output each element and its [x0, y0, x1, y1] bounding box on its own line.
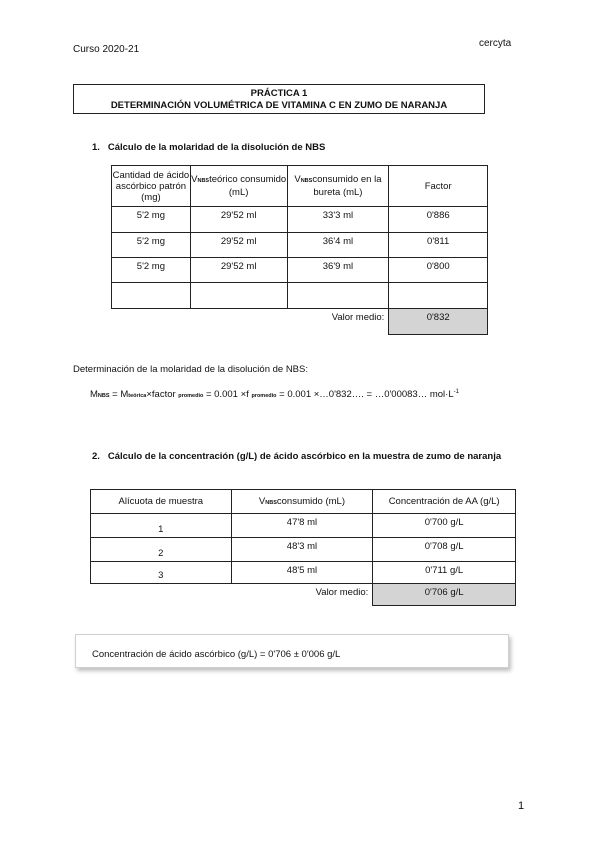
volume-cell: 48'3 ml — [231, 538, 373, 562]
mean-label: Valor medio: — [287, 309, 389, 335]
exponent: -1 — [453, 389, 459, 395]
header-v-theoretical-label: teórico consumido (mL) — [209, 173, 287, 198]
v-burette-cell: 33'3 ml — [287, 207, 389, 233]
v-theoretical-cell: 29'52 ml — [190, 233, 287, 258]
header-concentration: Concentración de AA (g/L) — [373, 490, 516, 514]
header-v-theoretical — [190, 166, 287, 207]
aliquot-cell: 3 — [91, 562, 232, 584]
m-symbol: M — [90, 389, 98, 401]
v-theoretical-cell: 29'52 ml — [190, 258, 287, 283]
page-number: 1 — [518, 800, 525, 812]
volume-cell: 48'5 ml — [231, 562, 373, 584]
header-v-consumed-label: consumido (mL) — [276, 496, 345, 507]
concentration-cell: 0'700 g/L — [373, 514, 516, 538]
header-v-consumed — [231, 490, 373, 514]
mean-row — [91, 584, 516, 606]
practice-number: PRÁCTICA 1 — [250, 88, 308, 99]
factor-cell: 0'886 — [389, 207, 488, 233]
molarity-label: Determinación de la molaridad de la disolución de NBS: — [73, 364, 308, 375]
table-row — [112, 258, 488, 283]
v-symbol: V — [258, 496, 266, 507]
result-box — [75, 634, 509, 668]
formula-result: = 0.001 ×…0'832…. = …0'00083… mol·L — [276, 389, 454, 401]
formula-part: = M — [109, 389, 129, 401]
average-subscript: promedio — [178, 393, 204, 400]
nbs-subscript: NBS — [300, 177, 313, 184]
header-aliquot: Alícuota de muestra — [91, 490, 232, 514]
nbs-molarity-table — [111, 165, 488, 335]
practice-title-box — [73, 84, 485, 114]
nbs-subscript: NBS — [265, 500, 277, 506]
practice-title: DETERMINACIÓN VOLUMÉTRICA DE VITAMINA C EN ZUMO DE NARANJA — [110, 100, 448, 111]
v-symbol: V — [294, 173, 301, 185]
mean-factor: 0'832 — [389, 309, 488, 335]
table-row — [91, 514, 516, 538]
amount-cell: 5'2 mg — [112, 207, 191, 233]
course-header: Curso 2020-21 — [73, 44, 140, 55]
v-symbol: V — [191, 173, 198, 185]
volume-cell: 47'8 ml — [231, 514, 373, 538]
ascorbic-concentration-table — [90, 489, 516, 606]
factor-cell: 0'811 — [389, 233, 488, 258]
table-header-row — [91, 490, 516, 514]
table-header-row — [112, 166, 488, 207]
section2-heading: 2. Cálculo de la concentración (g/L) de ácido ascórbico en la muestra de zumo de naranja — [92, 451, 502, 462]
concentration-cell: 0'711 g/L — [373, 562, 516, 584]
header-factor: Factor — [389, 166, 488, 207]
empty-table-row — [112, 283, 488, 309]
final-concentration: Concentración de ácido ascórbico (g/L) = 0'706 ± 0'006 g/L — [92, 649, 341, 660]
mean-row — [112, 309, 488, 335]
table-row — [91, 562, 516, 584]
v-burette-cell: 36'4 ml — [287, 233, 389, 258]
header-amount: Cantidad de ácido ascórbico patrón (mg) — [112, 166, 191, 207]
nbs-subscript: NBS — [197, 177, 210, 184]
theoretical-subscript: teórica — [128, 393, 147, 400]
amount-cell: 5'2 mg — [112, 233, 191, 258]
average-subscript: promedio — [251, 393, 277, 400]
nbs-subscript: NBS — [97, 393, 110, 400]
empty-cell — [190, 283, 287, 309]
formula-part: = 0.001 ×f — [203, 389, 252, 401]
mean-label: Valor medio: — [231, 584, 373, 606]
header-v-burette-label: consumido en la bureta (mL) — [312, 173, 382, 198]
amount-cell: 5'2 mg — [112, 258, 191, 283]
v-burette-cell: 36'9 ml — [287, 258, 389, 283]
formula-part: ×factor — [146, 389, 179, 401]
molarity-formula — [90, 389, 459, 400]
header-v-burette — [287, 166, 389, 207]
table-row — [112, 207, 488, 233]
org-header: cercyta — [479, 38, 512, 49]
factor-cell: 0'800 — [389, 258, 488, 283]
table-row — [91, 538, 516, 562]
table-row — [112, 233, 488, 258]
aliquot-cell: 1 — [91, 514, 232, 538]
section1-heading: 1. Cálculo de la molaridad de la disolución de NBS — [92, 142, 326, 153]
empty-cell — [112, 283, 191, 309]
aliquot-cell: 2 — [91, 538, 232, 562]
concentration-cell: 0'708 g/L — [373, 538, 516, 562]
mean-concentration: 0'706 g/L — [373, 584, 516, 606]
empty-cell — [389, 283, 488, 309]
v-theoretical-cell: 29'52 ml — [190, 207, 287, 233]
empty-cell — [287, 283, 389, 309]
